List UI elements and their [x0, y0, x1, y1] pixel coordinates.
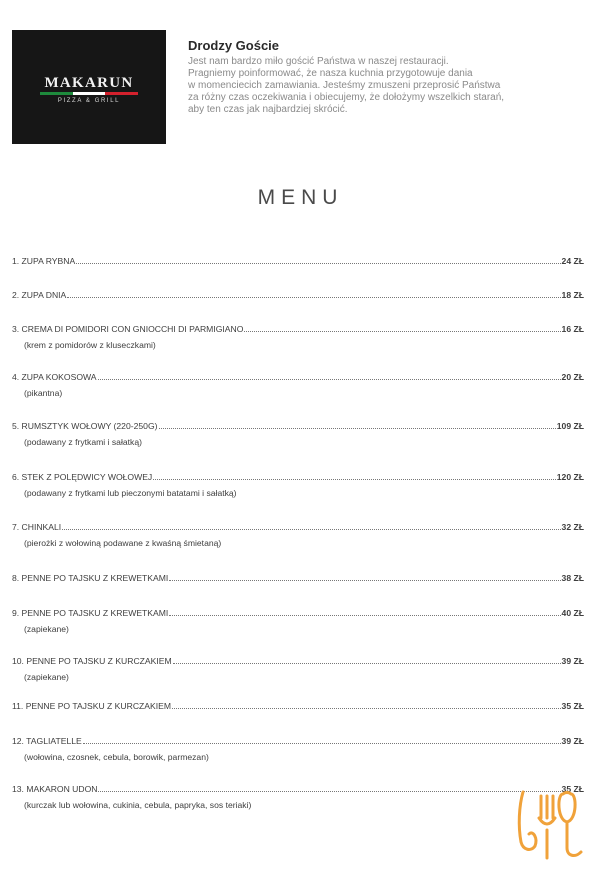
menu-item	[12, 608, 584, 634]
leader-dots	[98, 379, 561, 380]
menu-item-name: 4. ZUPA KOKOSOWA	[12, 372, 97, 382]
flag-stripe-white	[73, 92, 106, 95]
menu-item-price: 35 ZŁ	[561, 784, 584, 794]
menu-item-price: 39 ZŁ	[561, 736, 584, 746]
menu-item	[12, 421, 584, 447]
menu-item-description: (podawany z frytkami lub pieczonymi batatami i sałatką)	[24, 488, 237, 498]
menu-item-name: 2. ZUPA DNIA	[12, 290, 67, 300]
menu-item	[12, 324, 584, 350]
menu-item-name: 12. TAGLIATELLE	[12, 736, 82, 746]
menu-item-description: (zapiekane)	[24, 672, 69, 682]
restaurant-logo	[12, 30, 166, 144]
leader-dots	[153, 479, 556, 480]
menu-item-name: 5. RUMSZTYK WOŁOWY (220-250G)	[12, 421, 158, 431]
menu-item-description: (podawany z frytkami i sałatką)	[24, 437, 142, 447]
leader-dots	[159, 428, 556, 429]
menu-item-name: 8. PENNE PO TAJSKU Z KREWETKAMI	[12, 573, 169, 583]
menu-item-name: 10. PENNE PO TAJSKU Z KURCZAKIEM	[12, 656, 172, 666]
menu-heading: MENU	[257, 186, 344, 209]
menu-item-description: (kurczak lub wołowina, cukinia, cebula, papryka, sos teriaki)	[24, 800, 252, 810]
menu-item-price: 109 ZŁ	[556, 421, 584, 431]
menu-item-name: 13. MAKARON UDON	[12, 784, 98, 794]
greeting-body: Jest nam bardzo miło gościć Państwa w naszej restauracji. Pragniemy poinformować, że nasza kuchnia przygotowuje dania w momenciecich zamawiania. Jesteśmy zmuszeni przeprosić Państwa za różny czas oczekiwania i obiecujemy, że dołożymy wszelkich starań, aby ten czas jak najbardziej skrócić.	[188, 56, 505, 115]
menu-item-price: 40 ZŁ	[561, 608, 584, 618]
menu-item-name: 6. STEK Z POLĘDWICY WOŁOWEJ	[12, 472, 153, 482]
menu-item	[12, 573, 584, 583]
leader-dots	[67, 297, 560, 298]
menu-item	[12, 522, 584, 548]
menu-item-description: (pierożki z wołowiną podawane z kwaśną śmietaną)	[24, 538, 222, 548]
flag-stripe-green	[40, 92, 73, 95]
menu-item-name: 1. ZUPA RYBNA	[12, 256, 76, 266]
leader-dots	[62, 529, 560, 530]
menu-item-description: (pikantna)	[24, 388, 63, 398]
menu-item-price: 35 ZŁ	[561, 701, 584, 711]
menu-item	[12, 784, 584, 810]
menu-item-price: 24 ZŁ	[561, 256, 584, 266]
greeting-section	[188, 38, 583, 116]
leader-dots	[169, 615, 560, 616]
menu-item-price: 20 ZŁ	[561, 372, 584, 382]
menu-item	[12, 736, 584, 762]
menu-item-name: 3. CREMA DI POMIDORI CON GNIOCCHI DI PARMIGIANO	[12, 324, 244, 334]
menu-item-price: 120 ZŁ	[556, 472, 584, 482]
logo-name: MAKARUN	[44, 75, 134, 91]
menu-item-name: 11. PENNE PO TAJSKU Z KURCZAKIEM	[12, 701, 172, 711]
leader-dots	[244, 331, 560, 332]
menu-item-price: 16 ZŁ	[561, 324, 584, 334]
menu-item-price: 38 ZŁ	[561, 573, 584, 583]
leader-dots	[76, 263, 560, 264]
menu-item-name: 9. PENNE PO TAJSKU Z KREWETKAMI	[12, 608, 169, 618]
menu-item	[12, 656, 584, 682]
menu-item	[12, 372, 584, 398]
menu-item	[12, 290, 584, 300]
logo-subtitle: PIZZA & GRILL	[57, 98, 121, 104]
menu-item-name: 7. CHINKALI	[12, 522, 62, 532]
leader-dots	[172, 708, 561, 709]
menu-item	[12, 472, 584, 498]
leader-dots	[169, 580, 560, 581]
greeting-title: Drodzy Goście	[188, 38, 280, 53]
fork-and-spoon-icon	[515, 786, 585, 871]
menu-item-price: 39 ZŁ	[561, 656, 584, 666]
logo-flag-stripe	[40, 92, 138, 95]
leader-dots	[83, 743, 561, 744]
leader-dots	[98, 791, 560, 792]
menu-item-description: (wołowina, czosnek, cebula, borowik, parmezan)	[24, 752, 209, 762]
menu-item	[12, 256, 584, 266]
menu-item-description: (krem z pomidorów z kluseczkami)	[24, 340, 156, 350]
menu-item	[12, 701, 584, 711]
menu-item-description: (zapiekane)	[24, 624, 69, 634]
menu-item-price: 32 ZŁ	[561, 522, 584, 532]
leader-dots	[173, 663, 561, 664]
menu-item-price: 18 ZŁ	[561, 290, 584, 300]
flag-stripe-red	[105, 92, 138, 95]
